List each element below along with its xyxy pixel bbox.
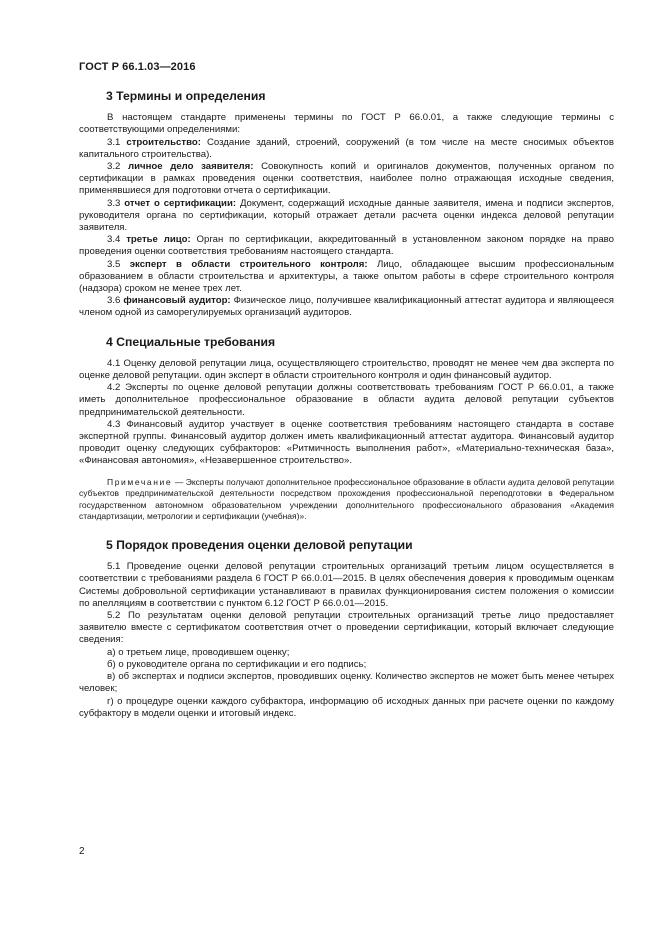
- note-text: — Эксперты получают дополнительное профессиональное образование в области аудита деловой репутации субъектов предпринимательской деятельности посредством прохождения профессиональной переподготовки в Федеральном государственном автономном образовательном учреждении дополнительного профессионального образования «Академия стандартизации, метрологии и сертификации (учебная)».: [79, 476, 614, 522]
- term-name: финансовый аудитор:: [123, 295, 231, 307]
- section-5-title: 5 Порядок проведения оценки деловой репутации: [106, 538, 413, 553]
- term-number: 3.1: [107, 136, 127, 148]
- section-3-title: 3 Термины и определения: [106, 89, 266, 103]
- term-3-6: [79, 295, 614, 319]
- document-body: [79, 90, 614, 720]
- document-header: ГОСТ Р 66.1.03—2016: [79, 61, 196, 73]
- term-3-2: [79, 161, 614, 198]
- term-number: 3.2: [107, 161, 129, 173]
- term-name: отчет о сертификации:: [124, 197, 237, 209]
- clause-5-1: 5.1 Проведение оценки деловой репутации строительных организаций третьим лицом осуществляется в соответствии с требованиями раздела 6 ГОСТ Р 66.0.01—2015. В целях обеспечения доверия к проводимым оценкам Системы добровольной сертификации устанавливают в правилах функционирования систем положения о комиссии по апелляциям в соответствии с пунктом 6.12 ГОСТ Р 66.0.01—2015.: [79, 561, 614, 609]
- term-definition: Документ, содержащий исходные данные заявителя, имена и подписи экспертов, руководителя органа по сертификации, который отражает детали расчета оценки индекса деловой репутации заявителя.: [79, 197, 614, 234]
- term-definition: Создание зданий, строений, сооружений (в том числе на месте сносимых объектов капитального строительства).: [79, 136, 614, 160]
- term-name: эксперт в области строительного контроля:: [129, 258, 368, 270]
- term-3-3: [79, 198, 614, 235]
- list-item-g: г) о процедуре оценки каждого субфактора, информацию об исходных данных при расчете оценки по каждому субфактору в модели оценки и итоговый индекс.: [79, 695, 614, 719]
- note-label: Примечание: [107, 476, 173, 487]
- term-definition: Орган по сертификации, аккредитованный в установленном законом порядке на право проведения оценки соответствия требованиям настоящего стандарта.: [79, 234, 615, 258]
- page-number: 2: [79, 846, 85, 857]
- clause-4-3: 4.3 Финансовый аудитор участвует в оценке соответствия требованиям настоящего стандарта в составе экспертной группы. Финансовый аудитор должен иметь квалификационный аттестат аудитора. Финансовый аудитор проводит оценку следующих субфакторов: «Ритмичность выполнения работ», «Материально-техническая база», «Финансовая автономия», «Незавершенное строительство».: [79, 418, 614, 467]
- term-definition: Лицо, обладающее высшим профессиональным образованием в области строительства и архитектуры, а также опытом работы в сфере строительного контроля (надзора) сроком не менее трех лет.: [79, 258, 614, 295]
- term-3-1: [79, 137, 614, 161]
- term-number: 3.4: [107, 234, 127, 246]
- note: [79, 477, 614, 523]
- list-item-a: а) о третьем лице, проводившем оценку;: [107, 646, 290, 658]
- term-name: строительство:: [126, 136, 201, 148]
- clause-4-1: 4.1 Оценку деловой репутации лица, осуществляющего строительство, проводят не менее чем два эксперта по оценке деловой репутации. один эксперт в области строительного контроля и один финансовый аудитор.: [79, 357, 614, 382]
- term-number: 3.5: [107, 258, 130, 270]
- term-name: личное дело заявителя:: [128, 161, 254, 173]
- term-definition: Физическое лицо, получившее квалификационный аттестат аудитора и являющееся членом одной из саморегулируемых организаций аудиторов.: [79, 295, 614, 319]
- clause-5-2: 5.2 По результатам оценки деловой репутации строительных организаций третье лицо предоставляет заявителю вместе с сертификатом соответствия отчет о проведении сертификации, который включает следующие сведения:: [79, 610, 614, 646]
- section-4-title: 4 Специальные требования: [106, 334, 276, 349]
- term-definition: Совокупность копий и оригиналов документов, полученных органом по сертификации в рамках проведения оценки соответствия, наиболее полно отражающая исходные сведения, применявшиеся для подготовки отчета о сертификации.: [79, 161, 614, 197]
- clause-4-2: 4.2 Эксперты по оценке деловой репутации должны соответствовать требованиям ГОСТ Р 66.0.01, а также иметь дополнительное профессиональное образование в области аудита деловой репутации субъектов предпринимательской деятельности.: [79, 382, 614, 418]
- list-item-b: б) о руководителе органа по сертификации и его подпись;: [107, 658, 367, 670]
- section-3-intro: В настоящем стандарте применены термины по ГОСТ Р 66.0.01, а также следующие термины с соответствующими определениями:: [79, 112, 614, 136]
- term-name: третье лицо:: [126, 234, 191, 246]
- term-number: 3.3: [107, 197, 125, 209]
- term-3-5: [79, 259, 614, 296]
- list-item-v: в) об экспертах и подписи экспертов, проводивших оценку. Количество экспертов не может быть менее четырех человек;: [79, 671, 614, 695]
- term-3-4: [79, 234, 614, 258]
- term-number: 3.6: [107, 295, 124, 307]
